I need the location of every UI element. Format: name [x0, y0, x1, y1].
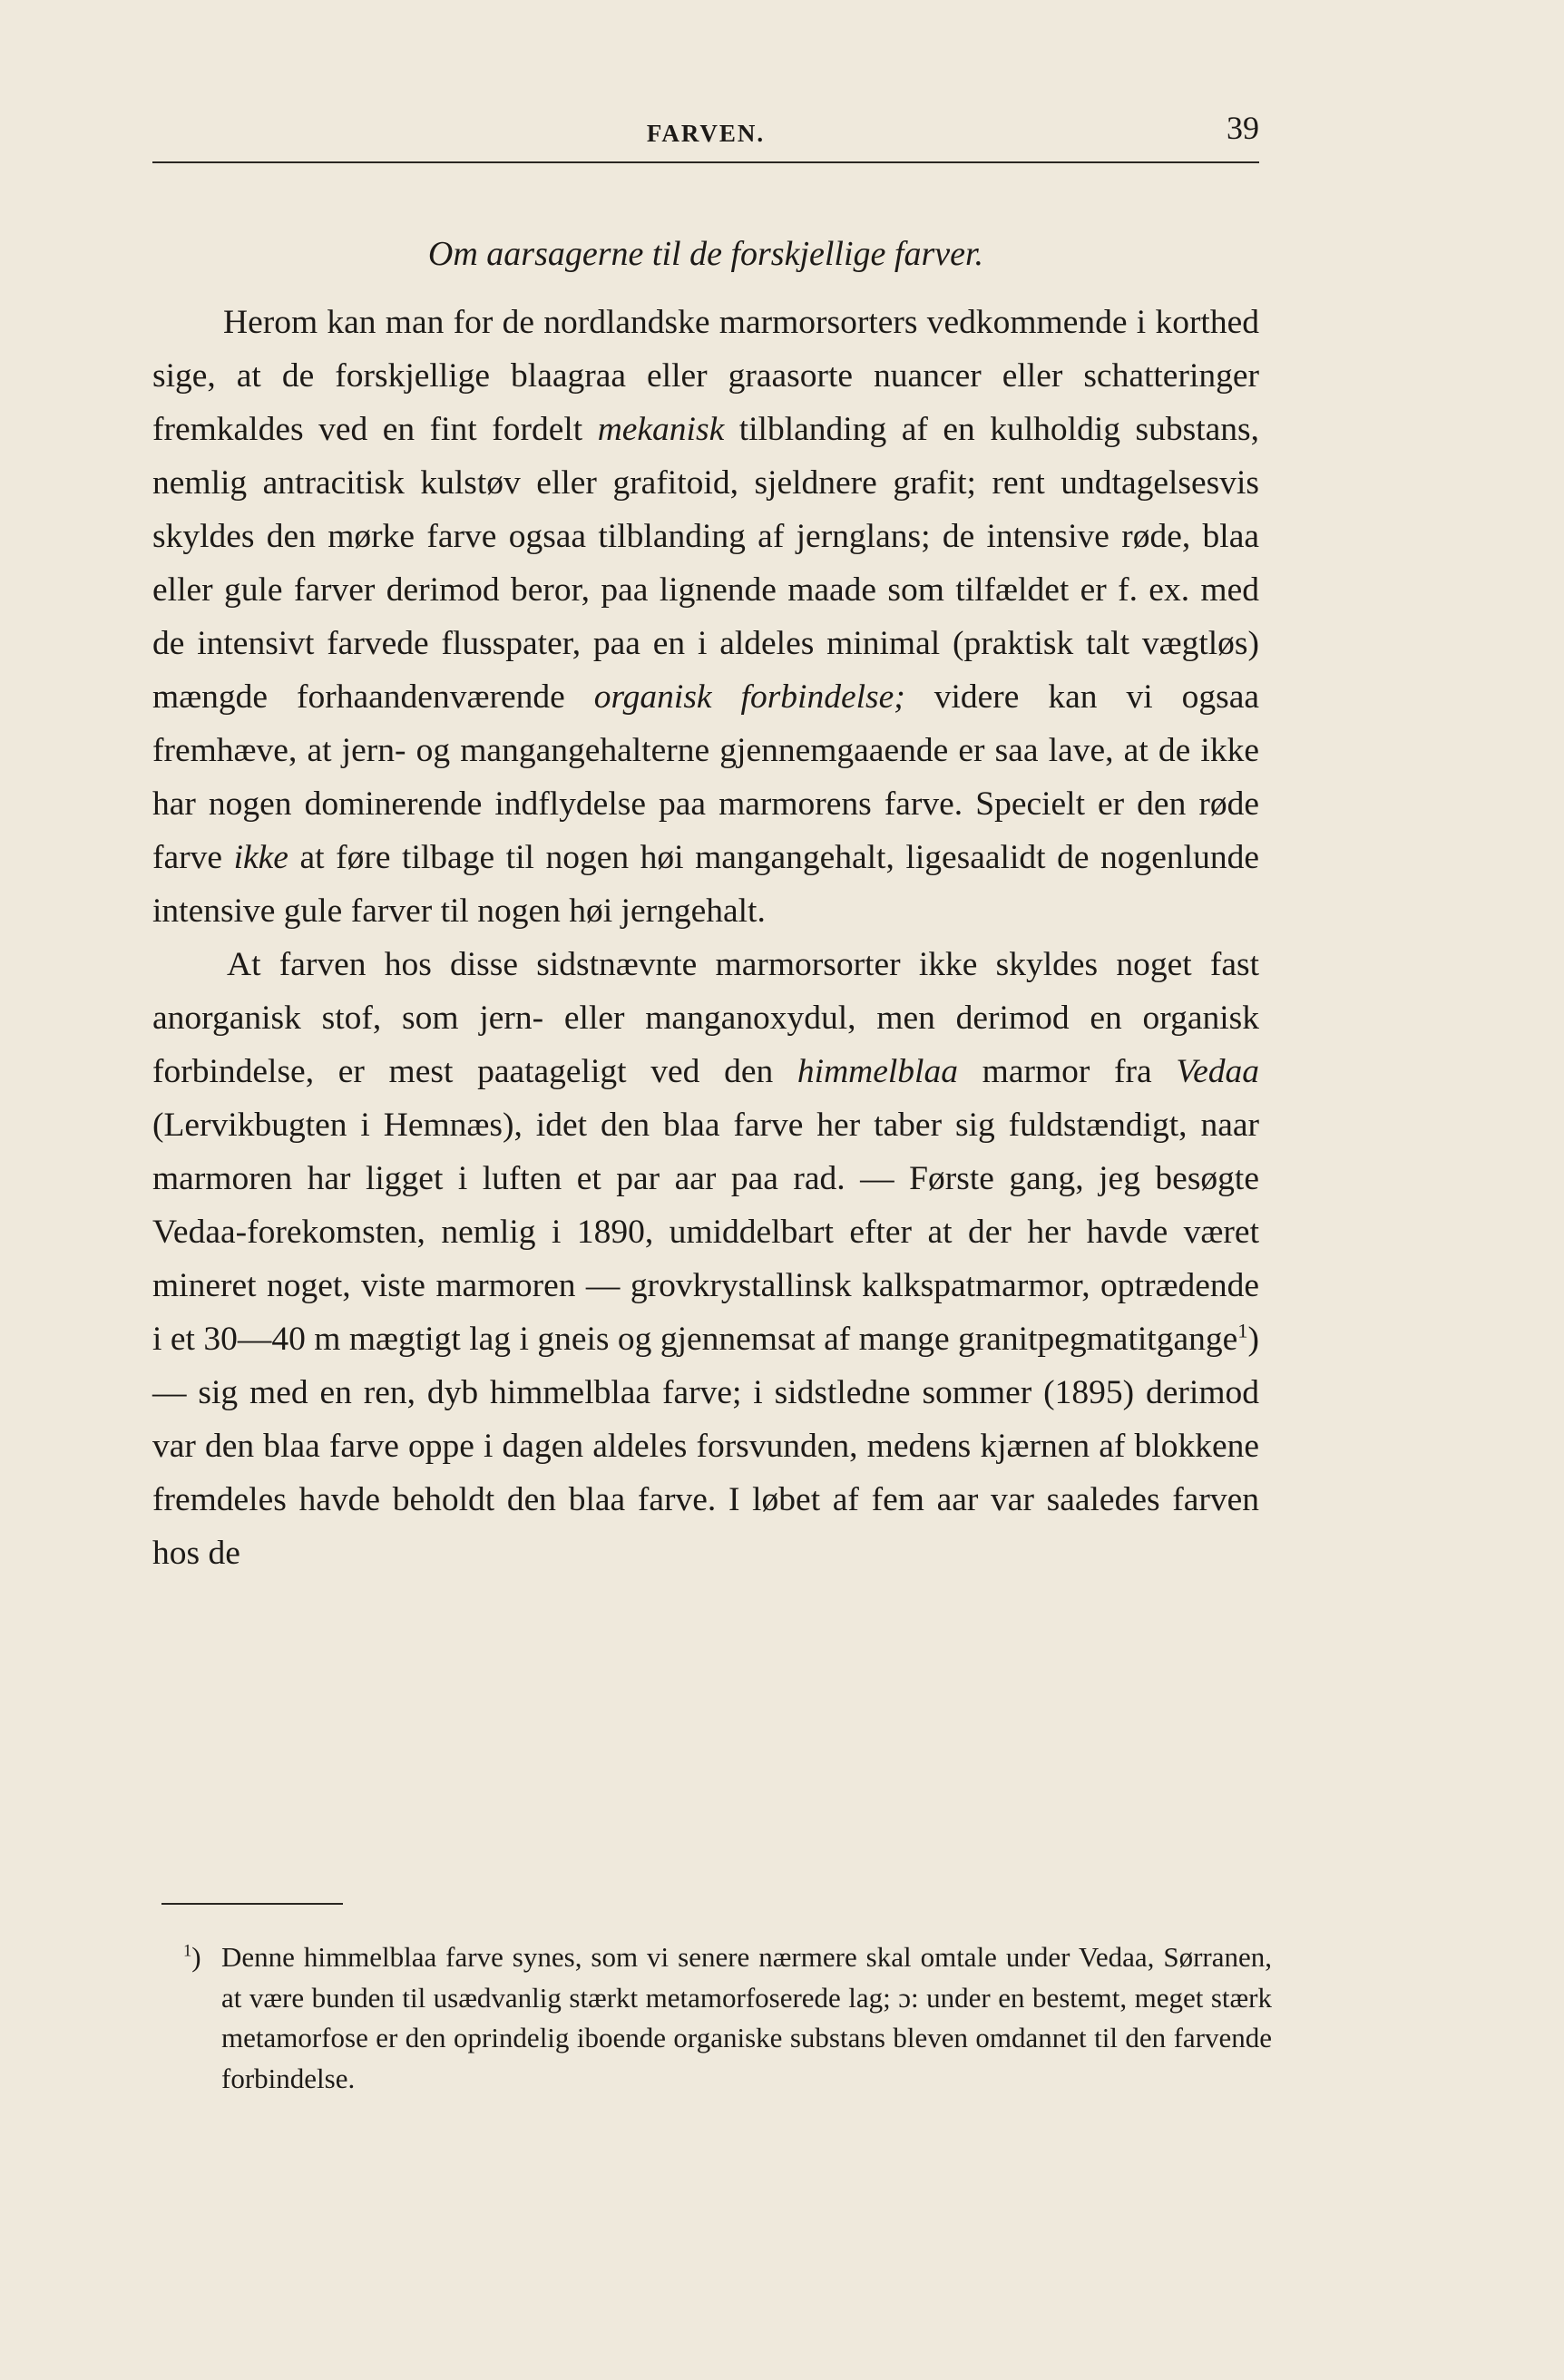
footnote-text: Denne himmelblaa farve synes, som vi senere nærmere skal omtale under Vedaa, Sørranen, at være bunden til usædvanlig stærkt metamorfoserede lag; ɔ: under en bestemt, meget stærk metamorfose er den oprindelig iboende organiske substans bleven omdannet til den farvende forbindelse.	[221, 1941, 1272, 2094]
paragraph-2	[152, 938, 1259, 1580]
paragraph-2-text-4: ) — sig med en ren, dyb himmelblaa farve; i sidstledne sommer (1895) derimod var den blaa farve oppe i dagen aldeles forsvunden, medens kjærnen af blokkene fremdeles havde beholdt den blaa farve. I løbet af fem aar var saaledes farven hos de	[152, 1321, 1259, 1572]
paragraph-1-italic-1: mekanisk	[597, 411, 725, 448]
footnote-marker	[183, 1937, 201, 1978]
paragraph-1-italic-3: ikke	[233, 839, 288, 876]
paragraph-2-italic-2: Vedaa	[1176, 1053, 1260, 1090]
footnote-marker-number: 1	[183, 1941, 192, 1961]
footnote-marker-suffix: )	[191, 1941, 201, 1973]
paragraph-1-text-4: at føre tilbage til nogen høi mangangehalt, ligesaalidt de nogenlunde intensive gule farver til nogen høi jerngehalt.	[152, 839, 1259, 930]
running-head: FARVEN.	[646, 120, 766, 147]
paragraph-1-text-3: videre kan vi ogsaa fremhæve, at jern- og mangangehalterne gjennemgaaende er saa lave, at de ikke har nogen dominerende indflydelse paa marmorens farve. Specielt er den røde farve	[152, 678, 1259, 876]
footnote-divider	[161, 1903, 343, 1905]
paragraph-1-italic-2: organisk forbindelse;	[593, 678, 905, 716]
paragraph-2-text-2: marmor fra	[957, 1053, 1177, 1090]
body-text	[152, 296, 1259, 1580]
section-heading: Om aarsagerne til de forskjellige farver.	[427, 235, 984, 273]
footnote-reference: 1	[1237, 1319, 1248, 1342]
paragraph-2-text-3: (Lervikbugten i Hemnæs), idet den blaa farve her taber sig fuldstændigt, naar marmoren har ligget i luften et par aar paa rad. — Første gang, jeg besøgte Vedaa-forekomsten, nemlig i 1890, umiddelbart efter at der her havde været mineret noget, viste marmoren — grovkrystallinsk kalkspatmarmor, optrædende i et 30—40 m mægtigt lag i gneis og gjennemsat af mange granitpegmatitgange	[152, 1107, 1259, 1358]
page-header	[152, 107, 1259, 163]
paragraph-2-text-1: At farven hos disse sidstnævnte marmorsorter ikke skyldes noget fast anorganisk stof, som jern- eller manganoxydul, men derimod en organisk forbindelse, er mest paatageligt ved den	[152, 946, 1259, 1090]
paragraph-1	[152, 296, 1259, 938]
paragraph-1-text-1: Herom kan man for de nordlandske marmorsorters vedkommende i korthed sige, at de forskjellige blaagraa eller graasorte nuancer eller schatteringer fremkaldes ved en fint fordelt	[152, 304, 1259, 448]
paragraph-1-text-2: tilblanding af en kulholdig substans, nemlig antracitisk kulstøv eller grafitoid, sjeldnere grafit; rent undtagelsesvis skyldes den mørke farve ogsaa tilblanding af jernglans; de intensive røde, blaa eller gule farver derimod beror, paa lignende maade som tilfældet er f. ex. med de intensivt farvede flusspater, paa en i aldeles minimal (praktisk talt vægtløs) mængde forhaandenværende	[152, 411, 1259, 716]
paragraph-2-italic-1: himmelblaa	[797, 1053, 958, 1090]
page-number: 39	[1227, 110, 1259, 146]
footnote-body	[183, 1937, 1272, 2099]
footnote	[183, 1937, 1272, 2099]
